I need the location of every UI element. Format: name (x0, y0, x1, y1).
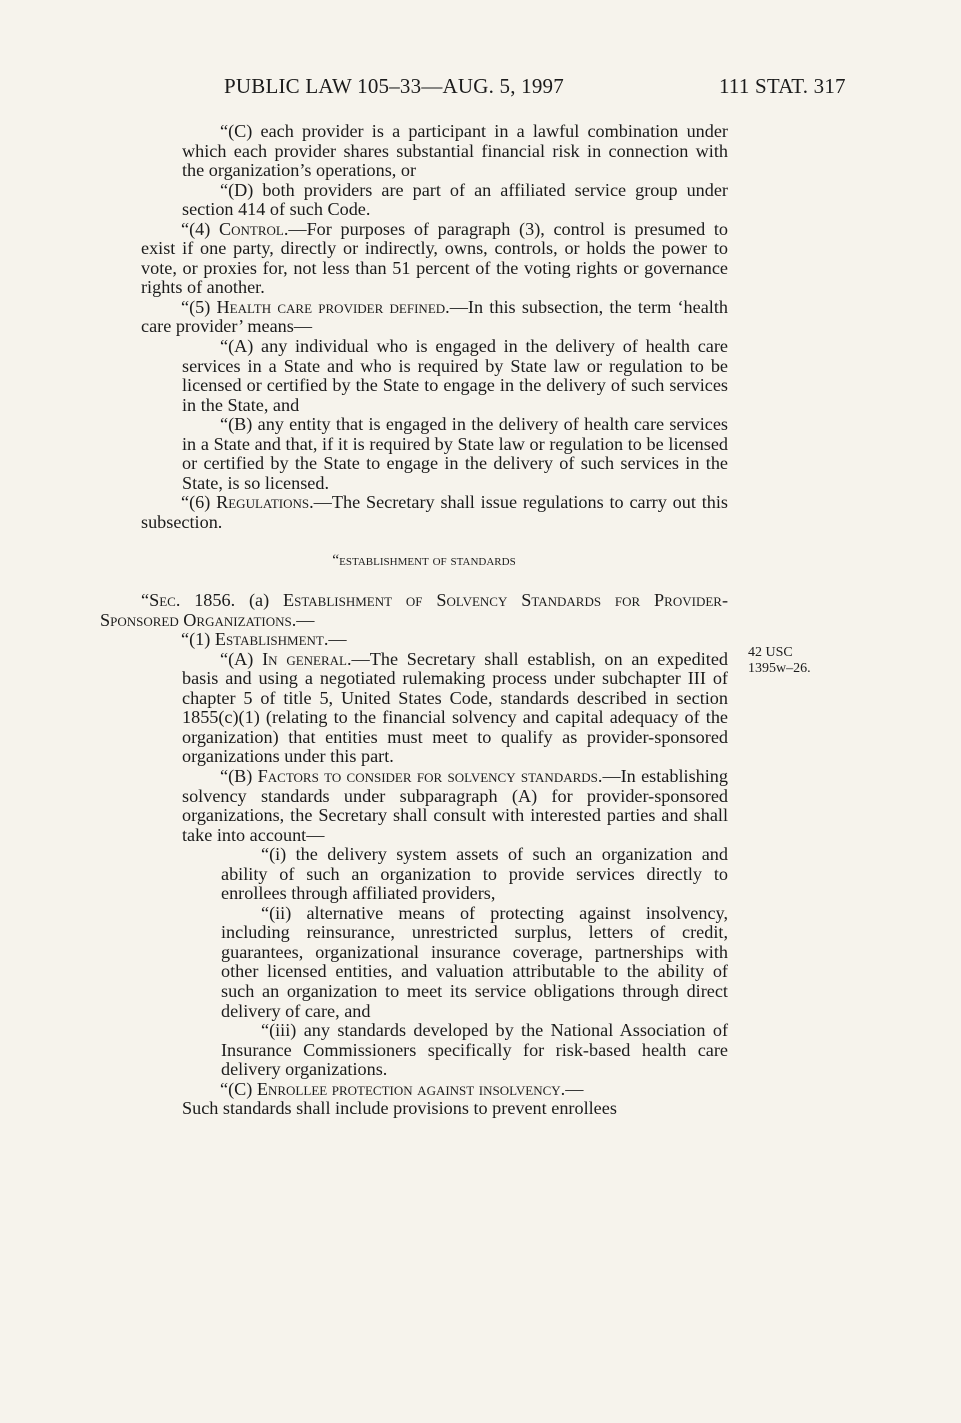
paragraph-c-enrollee-protection: “(C) Enrollee protection against insolvency.— (220, 1078, 584, 1099)
running-header-right: 111 STAT. 317 (719, 74, 846, 98)
paragraph-6-regulations: “(6) Regulations.—The Secretary shall issue regulations to carry out this subsection. (141, 492, 728, 532)
section-1856-heading: “Sec. 1856. (a) Establishment of Solvency Standards for Provider-Sponsored Organizations.— (100, 590, 728, 630)
heading-health-care-provider: Health care provider defined (216, 296, 446, 317)
section-title: “establishment of standards (332, 552, 516, 570)
margin-citation-line-1: 42 USC (748, 645, 793, 660)
paragraph-b-factors: “(B) Factors to consider for solvency standards.—In establishing solvency standards under subparagraph (A) for provider-sponsored organizations, the Secretary shall consult with interested parties and shall take into account— (182, 765, 728, 845)
running-header-left: PUBLIC LAW 105–33—AUG. 5, 1997 (224, 74, 564, 98)
paragraph-c: “(C) each provider is a participant in a lawful combination under which each provider shares substantial financial risk in connection with the organization’s operations, or (182, 121, 728, 181)
paragraph-a-in-general: “(A) In general.—The Secretary shall establish, on an expedited basis and using a negotiated rulemaking process under subchapter III of chapter 5 of title 5, United States Code, standards described in section 1855(c)(1) (relating to the financial solvency and capital adequacy of the organization) that entities must meet to qualify as provider-sponsored organizations under this part. (182, 648, 728, 767)
paragraph-c-text: Such standards shall include provisions to prevent enrollees (182, 1098, 617, 1119)
paragraph-1-establishment: “(1) Establishment.— (181, 629, 347, 650)
margin-citation-line-2: 1395w–26. (748, 661, 811, 676)
clause-i: “(i) the delivery system assets of such an organization and ability of such an organization to provide services directly to enrollees through affiliated providers, (221, 844, 728, 904)
paragraph-d: “(D) both providers are part of an affiliated service group under section 414 of such Code. (182, 179, 728, 220)
statute-body (100, 122, 728, 1119)
margin-citation (748, 645, 838, 677)
heading-regulations: Regulations (216, 492, 310, 513)
paragraph-a-individual: “(A) any individual who is engaged in the delivery of health care services in a State and who is required by State law or regulation to be licensed or certified by the State to engage in the delivery of such services in the State, and (182, 336, 728, 415)
heading-control: Control (218, 218, 284, 239)
paragraph-b-entity: “(B) any entity that is engaged in the delivery of health care services in a State and that, if it is required by State law or regulation to be licensed or certified by the State to engage in the delivery of such services in the State, is so licensed. (182, 414, 728, 493)
clause-iii: “(iii) any standards developed by the National Association of Insurance Commissioners specifically for risk-based health care delivery organizations. (221, 1020, 728, 1080)
paragraph-4-control: “(4) Control.—For purposes of paragraph (3), control is presumed to exist if one party, directly or indirectly, owns, controls, or holds the power to vote, or proxies for, not less than 51 percent of the voting rights or governance rights of another. (141, 218, 729, 298)
paragraph-5-definition: “(5) Health care provider defined.—In this subsection, the term ‘health care provider’ means— (141, 296, 728, 337)
clause-ii: “(ii) alternative means of protecting against insolvency, including reinsurance, unrestricted surplus, letters of credit, guarantees, organizational insurance coverage, partnerships with other licensed entities, and valuation attributable to the ability of such an organization to meet its service obligations through direct delivery of care, and (221, 902, 728, 1021)
